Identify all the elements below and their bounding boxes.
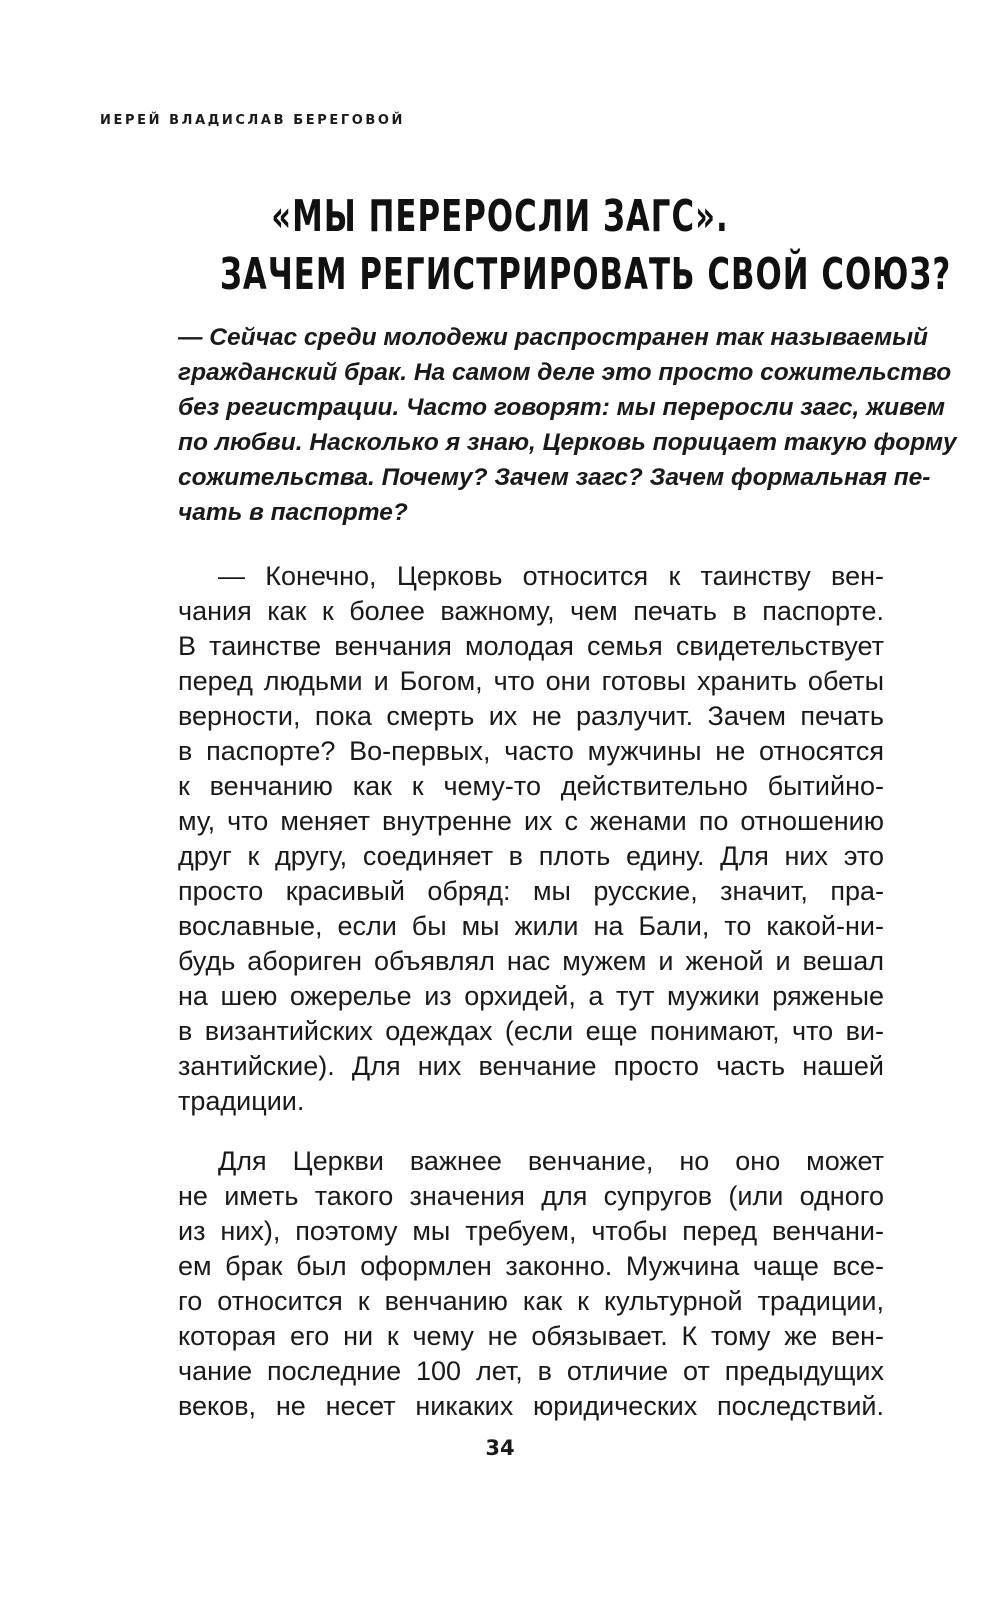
answer-line: друг к другу, соединяет в плоть едину. Для них это [178, 841, 884, 871]
page-number: 34 [485, 1436, 515, 1460]
answer-line: будь абориген объявлял нас мужем и женой и вешал [178, 946, 884, 976]
answer-line: в паспорте? Во-первых, часто мужчины не относятся [178, 736, 884, 766]
answer-line: вославные, если бы мы жили на Бали, то какой-ни- [178, 911, 884, 941]
question-line: без регистрации. Часто говорят: мы переросли загс, живем [178, 394, 946, 421]
chapter-title-line: ЗАЧЕМ РЕГИСТРИРОВАТЬ СВОЙ СОЮЗ? [220, 249, 952, 300]
answer-line: зантийские). Для них венчание просто часть нашей [178, 1051, 884, 1081]
answer-line: перед людьми и Богом, что они готовы хранить обеты [178, 666, 884, 696]
answer-line: Для Церкви важнее венчание, но оно может [218, 1146, 884, 1176]
question-line: по любви. Насколько я знаю, Церковь порицает такую форму [178, 429, 957, 456]
answer-line: не иметь такого значения для супругов (или одного [178, 1181, 884, 1211]
answer-line: традиции. [178, 1086, 305, 1116]
chapter-title-line: «МЫ ПЕРЕРОСЛИ ЗАГС». [271, 191, 729, 242]
answer-line: В таинстве венчания молодая семья свидетельствует [178, 631, 884, 661]
question-line: — Сейчас среди молодежи распространен так называемый [178, 324, 928, 351]
interviewer-question [178, 320, 957, 530]
answer-line: на шею ожерелье из орхидей, а тут мужики ряженые [178, 981, 884, 1011]
answer-line: веков, не несет никаких юридических последствий. [178, 1391, 884, 1421]
question-line: гражданский брак. На самом деле это просто сожительство [178, 359, 952, 386]
answer-line: ем брак был оформлен законно. Мужчина чаще все- [178, 1251, 884, 1281]
answer-line: го относится к венчанию как к культурной традиции, [178, 1286, 884, 1316]
chapter-title [100, 188, 952, 304]
answer-line: му, что меняет внутренне их с женами по отношению [178, 806, 884, 836]
answer-paragraph-2 [178, 1144, 884, 1424]
answer-line: просто красивый обряд: мы русские, значит, пра- [178, 876, 884, 906]
answer-paragraph-1 [178, 559, 884, 1119]
answer-line: — Конечно, Церковь относится к таинству вен- [218, 561, 884, 591]
question-line: сожительства. Почему? Зачем загс? Зачем формальная пе- [178, 464, 931, 491]
answer-line: которая его ни к чему не обязывает. К тому же вен- [178, 1321, 884, 1351]
question-line: чать в паспорте? [178, 499, 408, 526]
answer-line: к венчанию как к чему-то действительно бытийно- [178, 771, 884, 801]
answer-line: в византийских одеждах (если еще понимают, что ви- [178, 1016, 884, 1046]
answer-line: из них), поэтому мы требуем, чтобы перед венчани- [178, 1216, 884, 1246]
answer-line: чание последние 100 лет, в отличие от предыдущих [178, 1356, 884, 1386]
answer-line: верности, пока смерть их не разлучит. Зачем печать [178, 701, 884, 731]
answer-line: чания как к более важному, чем печать в паспорте. [178, 596, 884, 626]
running-header: ИЕРЕЙ ВЛАДИСЛАВ БЕРЕГОВОЙ [100, 113, 406, 128]
